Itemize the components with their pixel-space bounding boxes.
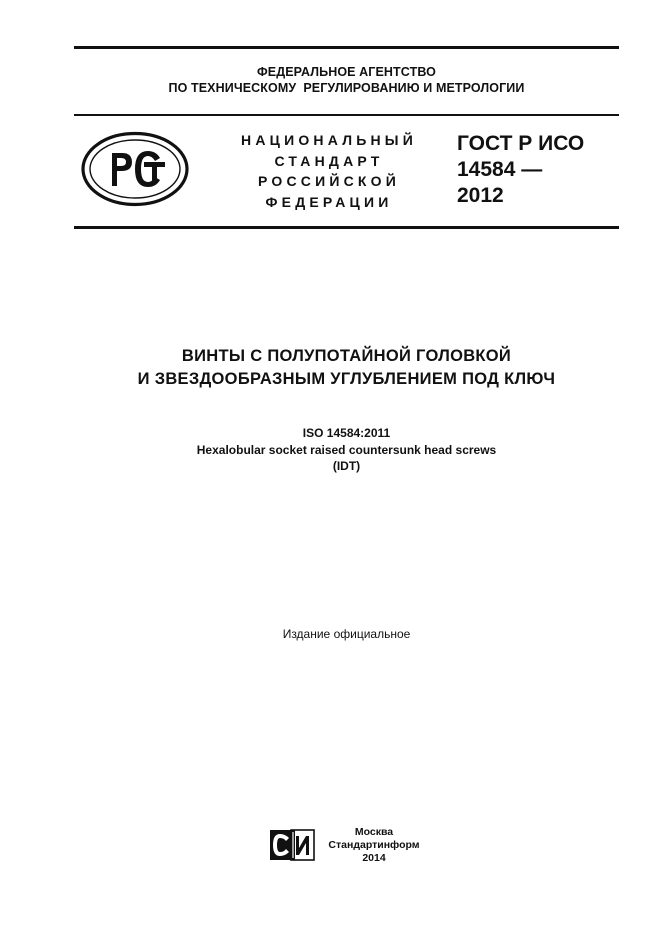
standard-type-line-1: НАЦИОНАЛЬНЫЙ [241, 132, 417, 148]
top-rule [74, 46, 619, 49]
designation-line-3: 2012 [457, 184, 504, 207]
iso-degree: (IDT) [332, 459, 361, 473]
agency-header [74, 64, 619, 96]
iso-reference [74, 425, 619, 475]
publisher-year: 2014 [362, 852, 386, 864]
header-bottom-rule [74, 226, 619, 229]
publisher-city: Москва [354, 826, 394, 838]
standard-type-line-2: СТАНДАРТ [274, 152, 384, 169]
edition-note: Издание официальное [282, 627, 411, 641]
iso-english-title: Hexalobular socket raised countersunk head screws [196, 442, 497, 457]
designation-line-1: ГОСТ Р ИСО [457, 132, 585, 155]
agency-line-2: ПО ТЕХНИЧЕСКОМУ РЕГУЛИРОВАНИЮ И МЕТРОЛОГИИ [168, 81, 525, 95]
designation-line-2: 14584 — [457, 158, 543, 181]
document-title [74, 345, 619, 391]
standartinform-logo-icon [269, 828, 315, 862]
standard-type-line-3: РОССИЙСКОЙ [258, 173, 400, 189]
publisher-name: Стандартинформ [328, 839, 420, 851]
rst-mark-icon [80, 131, 190, 207]
iso-code: ISO 14584:2011 [302, 426, 391, 440]
standard-type-line-4: ФЕДЕРАЦИИ [265, 193, 393, 210]
agency-line-1: ФЕДЕРАЛЬНОЕ АГЕНТСТВО [257, 65, 436, 79]
title-line-1: ВИНТЫ С ПОЛУПОТАЙНОЙ ГОЛОВКОЙ [181, 347, 512, 365]
title-line-2: И ЗВЕЗДООБРАЗНЫМ УГЛУБЛЕНИЕМ ПОД КЛЮЧ [137, 370, 556, 388]
header-divider [74, 114, 619, 116]
publisher-imprint [324, 826, 424, 865]
standard-designation [457, 131, 584, 209]
standard-type-block [234, 130, 424, 212]
